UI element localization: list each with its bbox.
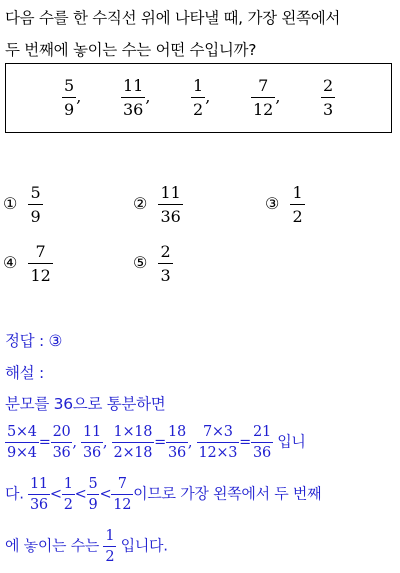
box-number-1: $\frac{5}{9}$ , (64, 76, 82, 119)
choice-marker: ④ (3, 253, 18, 272)
question-line-1: 다음 수를 한 수직선 위에 나타낼 때, 가장 왼쪽에서 (5, 9, 341, 27)
choice-marker: ⑤ (133, 253, 148, 272)
choice-marker: ③ (265, 194, 280, 213)
question-line-2: 두 번째에 놓이는 수는 어떤 수입니까? (5, 41, 257, 59)
choice-4[interactable]: ④ $\frac{7}{12}$ (3, 242, 51, 285)
explanation-line-4: 에 놓이는 수는 $\frac{1}{2}$ 입니다. (5, 528, 168, 565)
answer-label: 정답 : (5, 332, 44, 350)
choice-1[interactable]: ① $\frac{5}{9}$ (3, 183, 41, 226)
answer-value: ③ (48, 332, 63, 350)
box-number-4: $\frac{7}{12}$ , (253, 76, 281, 119)
choice-2[interactable]: ② $\frac{11}{36}$ (133, 183, 181, 226)
choice-3[interactable]: ③ $\frac{1}{2}$ (265, 183, 303, 226)
explanation-line-2: $\frac{5\times 4}{9\times 4}$ = $\frac{20}{36}$ , $\frac{11}{36}$ , $\frac{1\times 18}{2\times 18}$ = $\frac{18}{36}$ , $\frac{7\times 3}{12\times 3}$ = $\frac{21}{36}$ 입니 (7, 424, 306, 461)
box-number-3: $\frac{1}{2}$ , (193, 76, 211, 119)
explanation-label: 해설 : (5, 364, 44, 382)
choice-marker: ② (133, 194, 148, 213)
choice-marker: ① (3, 194, 18, 213)
choice-5[interactable]: ⑤ $\frac{2}{3}$ (133, 242, 171, 285)
explanation-line-1: 분모를 36으로 통분하면 (5, 395, 166, 413)
box-number-2: $\frac{11}{36}$ , (123, 76, 151, 119)
explanation-line-3: 다. $\frac{11}{36}$ < $\frac{1}{2}$ < $\frac{5}{9}$ < $\frac{7}{12}$ 이므로 가장 왼쪽에서 두 번째 (5, 476, 322, 513)
answer-line (5, 329, 62, 351)
question-text (5, 2, 397, 66)
box-number-5: $\frac{2}{3}$ (323, 76, 334, 119)
